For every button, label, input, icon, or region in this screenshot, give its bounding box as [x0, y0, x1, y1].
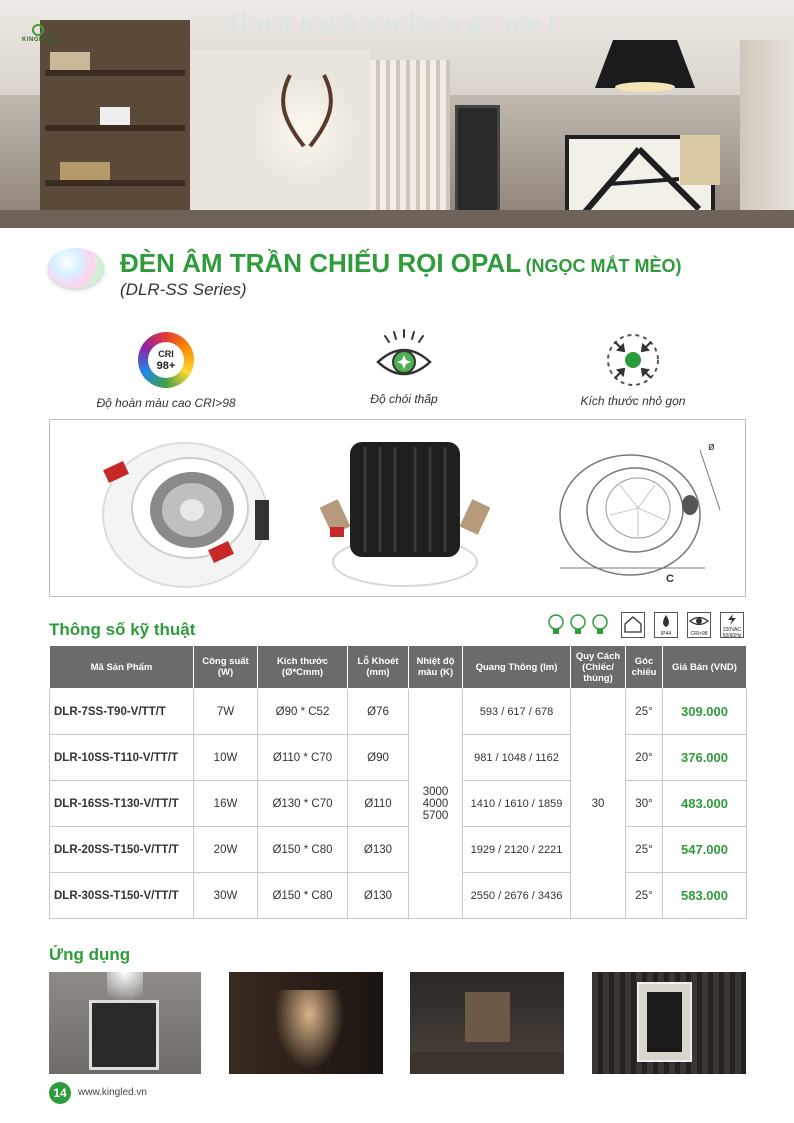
size: Ø90 * C52	[258, 689, 348, 735]
slat-partition	[370, 60, 450, 228]
product-images	[49, 419, 746, 597]
beam-angle: 25°	[626, 689, 663, 735]
cutout: Ø110	[348, 781, 409, 827]
cutout: Ø130	[348, 873, 409, 919]
logo-mark	[32, 24, 44, 36]
table-row	[50, 735, 747, 781]
beam-angle: 20°	[626, 735, 663, 781]
bulb-icon	[570, 614, 586, 636]
product-code: DLR-20SS-T150-V/TT/T	[50, 827, 194, 873]
power: 16W	[194, 781, 258, 827]
title-sub: (NGỌC MẮT MÈO)	[525, 256, 682, 276]
floor	[0, 210, 794, 228]
power: 30W	[194, 873, 258, 919]
price: 376.000	[663, 735, 747, 781]
application-photo	[49, 972, 201, 1074]
power: 7W	[194, 689, 258, 735]
product-back-image	[320, 432, 490, 592]
color-temperature	[409, 689, 463, 919]
floor-lamp	[680, 135, 720, 185]
watermark: Hoangbaolong.net	[229, 8, 565, 37]
table-row	[50, 873, 747, 919]
price: 483.000	[663, 781, 747, 827]
books	[50, 52, 90, 70]
shelf	[45, 70, 185, 76]
cri-cert-icon	[687, 612, 711, 638]
col-header: Giá Bán (VND)	[663, 646, 747, 689]
lumen: 2550 / 2676 / 3436	[463, 873, 571, 919]
eye-icon	[374, 328, 434, 388]
product-front-image	[90, 430, 270, 590]
ip-rating-label: IP44	[660, 631, 672, 637]
product-code: DLR-16SS-T130-V/TT/T	[50, 781, 194, 827]
cutout: Ø90	[348, 735, 409, 781]
size: Ø150 * C80	[258, 873, 348, 919]
col-header: Quy Cách (Chiếc/ thùng)	[571, 646, 626, 689]
title-main: ĐÈN ÂM TRẦN CHIẾU RỌI OPAL	[120, 248, 522, 278]
table-row	[50, 689, 747, 735]
product-code: DLR-7SS-T90-V/TT/T	[50, 689, 194, 735]
kingled-logo	[22, 24, 52, 46]
size: Ø130 * C70	[258, 781, 348, 827]
power: 20W	[194, 827, 258, 873]
page-title	[120, 248, 682, 279]
shelf	[45, 180, 185, 186]
color-temp-value: 4000	[422, 797, 449, 810]
product-dimension-drawing	[550, 430, 730, 590]
application-photo	[229, 972, 383, 1074]
feature-low-glare	[304, 328, 504, 406]
shelf	[45, 125, 185, 131]
diameter-label: ø	[708, 441, 715, 453]
specs-title: Thông số kỹ thuật	[49, 620, 196, 639]
price: 547.000	[663, 827, 747, 873]
packing: 30	[571, 689, 626, 919]
col-header: Lỗ Khoét (mm)	[348, 646, 409, 689]
lumen: 1929 / 2120 / 2221	[463, 827, 571, 873]
series-name: (DLR-SS Series)	[120, 280, 247, 299]
cutout: Ø76	[348, 689, 409, 735]
power: 10W	[194, 735, 258, 781]
voltage-label: 220VAC 50/60Hz	[722, 627, 742, 639]
col-header: Nhiệt độ màu (K)	[409, 646, 463, 689]
page-number: 14	[49, 1082, 71, 1104]
application-title: Ứng dụng	[49, 945, 131, 964]
table-row	[50, 827, 747, 873]
product-code: DLR-10SS-T110-V/TT/T	[50, 735, 194, 781]
application-photo	[592, 972, 746, 1074]
website-link[interactable]: www.kingled.vn	[78, 1087, 147, 1098]
table-header-row	[50, 646, 747, 689]
lumen: 981 / 1048 / 1162	[463, 735, 571, 781]
cri-cert-label: CRI>98	[690, 631, 708, 637]
feature-compact	[533, 330, 733, 408]
col-header: Mã Sản Phẩm	[50, 646, 194, 689]
product-code: DLR-30SS-T150-V/TT/T	[50, 873, 194, 919]
beam-angle: 30°	[626, 781, 663, 827]
col-header: Kích thước (Ø*Cmm)	[258, 646, 348, 689]
table-row	[50, 781, 747, 827]
col-header: Quang Thông (lm)	[463, 646, 571, 689]
ip44-icon	[654, 612, 678, 638]
books	[60, 162, 110, 180]
feature-label: Độ chói thấp	[370, 392, 438, 406]
antler-decor	[262, 70, 352, 170]
application-photo	[410, 972, 564, 1074]
spec-table	[49, 645, 747, 919]
sculpture	[100, 107, 130, 125]
bulb-icon	[592, 614, 608, 636]
cutout: Ø130	[348, 827, 409, 873]
lumen: 593 / 617 / 678	[463, 689, 571, 735]
lumen: 1410 / 1610 / 1859	[463, 781, 571, 827]
lamp-glow	[615, 82, 675, 92]
col-header: Công suất (W)	[194, 646, 258, 689]
cri-badge-value: 98+	[156, 360, 176, 372]
opal-gem-image	[48, 248, 104, 288]
voltage-icon	[720, 612, 744, 638]
c-label: C	[666, 573, 674, 585]
feature-label: Độ hoàn màu cao CRI>98	[96, 396, 236, 410]
color-temp-value: 5700	[422, 809, 449, 822]
col-header: Góc chiếu	[626, 646, 663, 689]
size: Ø110 * C70	[258, 735, 348, 781]
price: 309.000	[663, 689, 747, 735]
cri-badge-top: CRI	[158, 349, 174, 359]
indoor-icon	[621, 612, 645, 638]
price: 583.000	[663, 873, 747, 919]
feature-cri	[66, 330, 266, 410]
feature-label: Kích thước nhỏ gọn	[580, 394, 686, 408]
color-temp-value: 3000	[422, 785, 449, 798]
compact-size-icon	[603, 330, 663, 390]
hero-image	[0, 0, 794, 228]
size: Ø150 * C80	[258, 827, 348, 873]
beam-angle: 25°	[626, 827, 663, 873]
cri-icon	[136, 332, 196, 392]
logo-text: KINGLED	[22, 37, 53, 43]
beam-angle: 25°	[626, 873, 663, 919]
curtain	[740, 40, 794, 228]
bulb-icon	[548, 614, 564, 636]
